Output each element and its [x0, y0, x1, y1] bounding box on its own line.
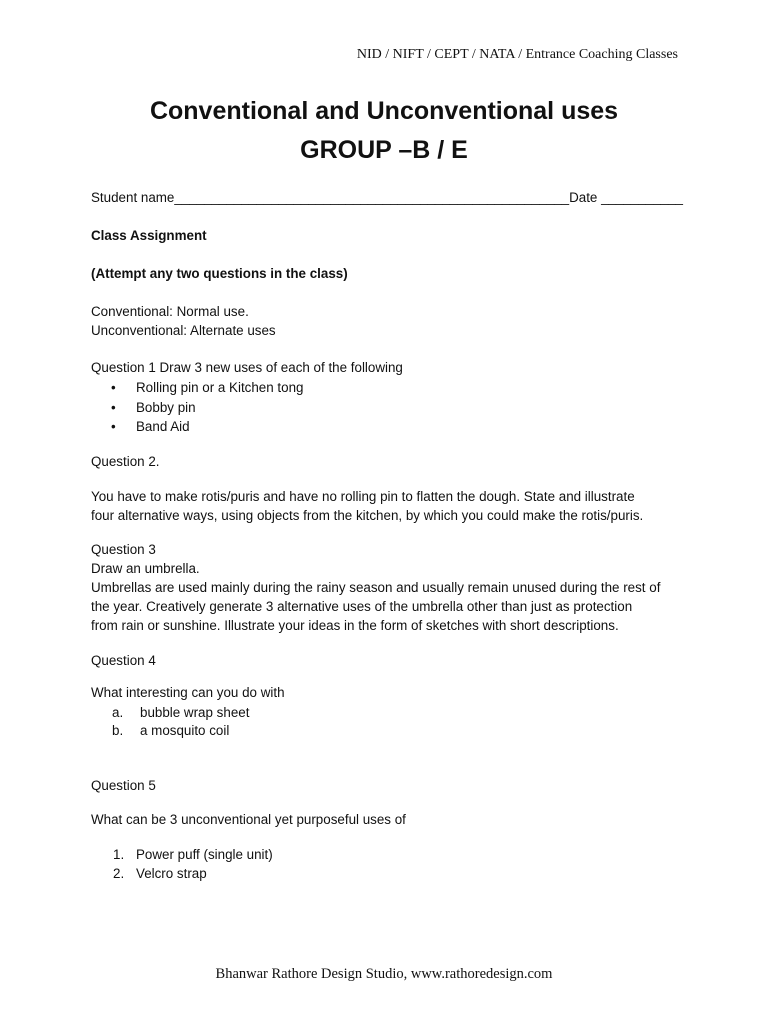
question-3-body-line: the year. Creatively generate 3 alternative uses of the umbrella other than just as protection — [91, 599, 633, 614]
list-item — [111, 419, 190, 434]
list-marker: a. — [112, 705, 124, 720]
question-3-body-line: from rain or sunshine. Illustrate your ideas in the form of sketches with short descriptions. — [91, 618, 619, 633]
question-3-heading: Question 3 — [91, 542, 156, 557]
definition-conventional: Conventional: Normal use. — [91, 304, 249, 319]
list-marker: 1. — [113, 847, 125, 862]
list-item — [112, 723, 229, 738]
attempt-note: (Attempt any two questions in the class) — [91, 266, 348, 281]
list-item-text: Band Aid — [136, 419, 190, 434]
list-item-text: bubble wrap sheet — [140, 705, 250, 720]
question-5-prompt: What can be 3 unconventional yet purposeful uses of — [91, 812, 406, 827]
list-item — [112, 705, 249, 720]
list-item — [113, 847, 273, 862]
question-4-prompt: What interesting can you do with — [91, 685, 285, 700]
list-item-text: Velcro strap — [136, 866, 207, 881]
bullet-marker: • — [111, 419, 116, 434]
question-2-heading: Question 2. — [91, 454, 160, 469]
list-item-text: Rolling pin or a Kitchen tong — [136, 380, 304, 395]
list-marker: b. — [112, 723, 124, 738]
bullet-marker: • — [111, 380, 116, 395]
question-3-body-line: Umbrellas are used mainly during the rainy season and usually remain unused during the rest of — [91, 580, 661, 595]
bullet-marker: • — [111, 400, 116, 415]
list-item — [111, 400, 196, 415]
page-footer: Bhanwar Rathore Design Studio, www.rathoredesign.com — [215, 966, 553, 982]
page-title: Conventional and Unconventional uses — [149, 97, 619, 125]
question-3-body-line: Draw an umbrella. — [91, 561, 200, 576]
question-2-body-line: four alternative ways, using objects from the kitchen, by which you could make the rotis/puris. — [91, 508, 644, 523]
list-marker: 2. — [113, 866, 125, 881]
student-name-date-line: Student name_____________________________________________________Date ___________ — [91, 190, 684, 205]
question-2-body-line: You have to make rotis/puris and have no rolling pin to flatten the dough. State and illustrate — [91, 489, 635, 504]
definition-unconventional: Unconventional: Alternate uses — [91, 323, 276, 338]
page-subtitle: GROUP –B / E — [300, 136, 468, 164]
class-assignment-heading: Class Assignment — [91, 228, 207, 243]
question-1-prompt: Question 1 Draw 3 new uses of each of the following — [91, 360, 403, 375]
page-header: NID / NIFT / CEPT / NATA / Entrance Coaching Classes — [356, 47, 678, 62]
list-item — [111, 380, 304, 395]
question-5-heading: Question 5 — [91, 778, 156, 793]
question-4-heading: Question 4 — [91, 653, 156, 668]
list-item — [113, 866, 207, 881]
list-item-text: Power puff (single unit) — [136, 847, 273, 862]
list-item-text: Bobby pin — [136, 400, 196, 415]
list-item-text: a mosquito coil — [140, 723, 230, 738]
